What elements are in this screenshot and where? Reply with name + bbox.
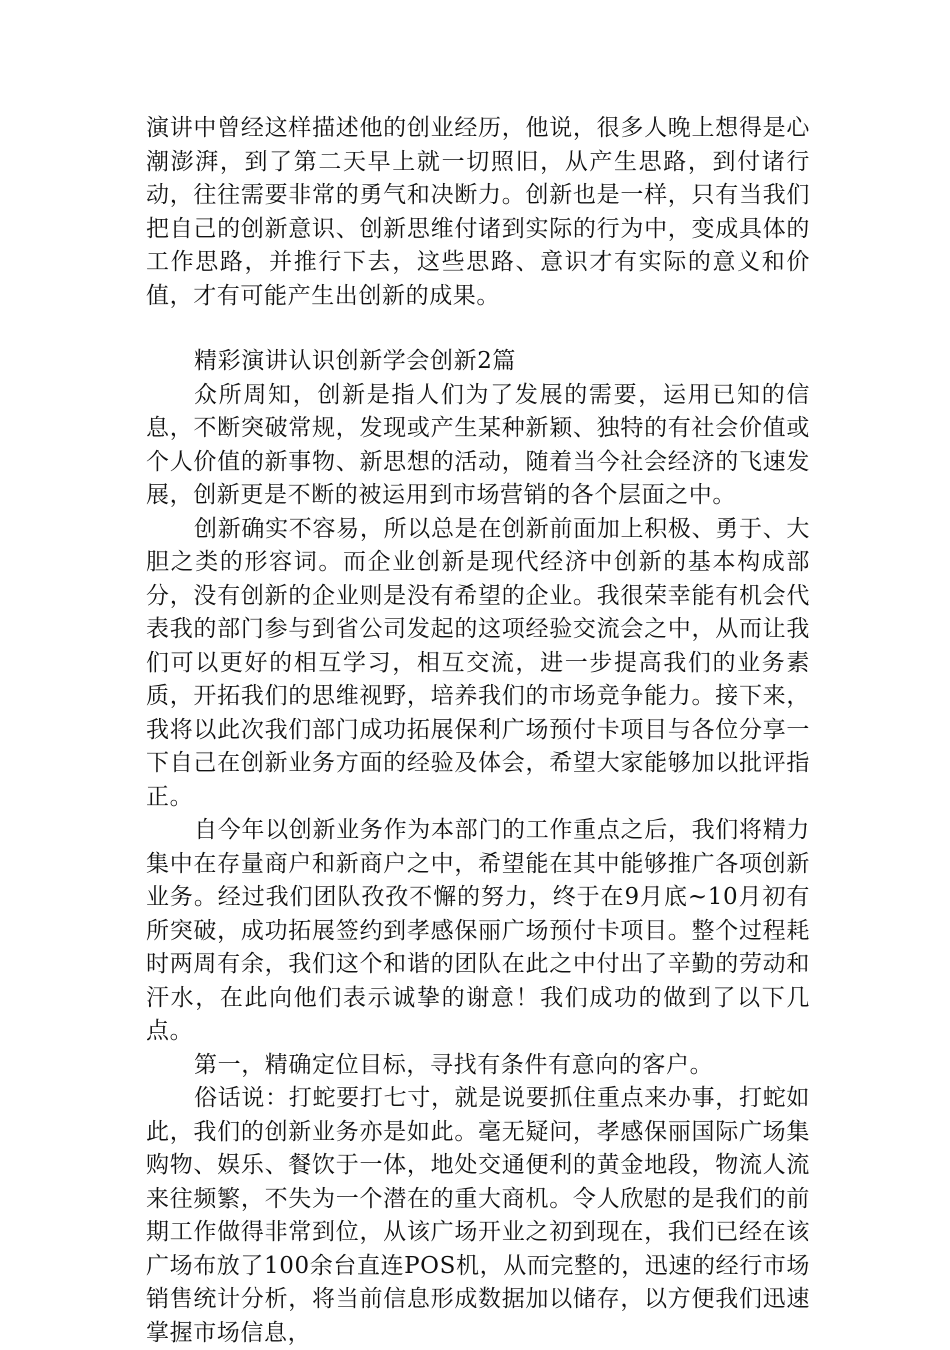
paragraph-point-one: 第一，精确定位目标，寻找有条件有意向的客户。 <box>194 1051 714 1078</box>
paragraph-work-focus: 自今年以创新业务作为本部门的工作重点之后，我们将精力集中在存量商户和新商户之中，希望能在其中能够推广各项创新业务。经过我们团队孜孜不懈的努力，终于在9月底~10月初有所突破，成功拓展签约到孝感保丽广场预付卡项目。整个过程耗时两周有余，我们这个和谐的团队在此之中付出了辛勤的劳动和汗水，在此向他们表示诚挚的谢意！我们成功的做到了以下几点。 <box>146 817 810 1044</box>
paragraph-intro: 演讲中曾经这样描述他的创业经历，他说，很多人晚上想得是心潮澎湃，到了第二天早上就一切照旧，从产生思路，到付诸行动，往往需要非常的勇气和决断力。创新也是一样，只有当我们把自己的创新意识、创新思维付诸到实际的行为中，变成具体的工作思路，并推行下去，这些思路、意识才有实际的意义和价值，才有可能产生出创新的成果。 <box>146 115 810 309</box>
paragraph-proverb: 俗话说：打蛇要打七寸，就是说要抓住重点来办事，打蛇如此，我们的创新业务亦是如此。毫无疑问，孝感保丽国际广场集购物、娱乐、餐饮于一体，地处交通便利的黄金地段，物流人流来往频繁，不失为一个潜在的重大商机。令人欣慰的是我们的前期工作做得非常到位，从该广场开业之初到现在，我们已经在该广场布放了100余台直连POS机，从而完整的，迅速的经行市场销售统计分析，将当前信息形成数据加以储存，以方便我们迅速掌握市场信息， <box>146 1085 810 1346</box>
paragraph-innovation-definition: 众所周知，创新是指人们为了发展的需要，运用已知的信息，不断突破常规，发现或产生某种新颖、独特的有社会价值或个人价值的新事物、新思想的活动，随着当今社会经济的飞速发展，创新更是不断的被运用到市场营销的各个层面之中。 <box>146 381 810 508</box>
section-heading: 精彩演讲认识创新学会创新2篇 <box>194 348 517 374</box>
paragraph-spacer <box>146 313 810 345</box>
document-page <box>146 112 810 1350</box>
paragraph-innovation-difficulty: 创新确实不容易，所以总是在创新前面加上积极、勇于、大胆之类的形容词。而企业创新是现代经济中创新的基本构成部分，没有创新的企业则是没有希望的企业。我很荣幸能有机会代表我的部门参与到省公司发起的这项经验交流会之中，从而让我们可以更好的相互学习，相互交流，进一步提高我们的业务素质，开拓我们的思维视野，培养我们的市场竞争能力。接下来，我将以此次我们部门成功拓展保利广场预付卡项目与各位分享一下自己在创新业务方面的经验及体会，希望大家能够加以批评指正。 <box>146 515 810 810</box>
